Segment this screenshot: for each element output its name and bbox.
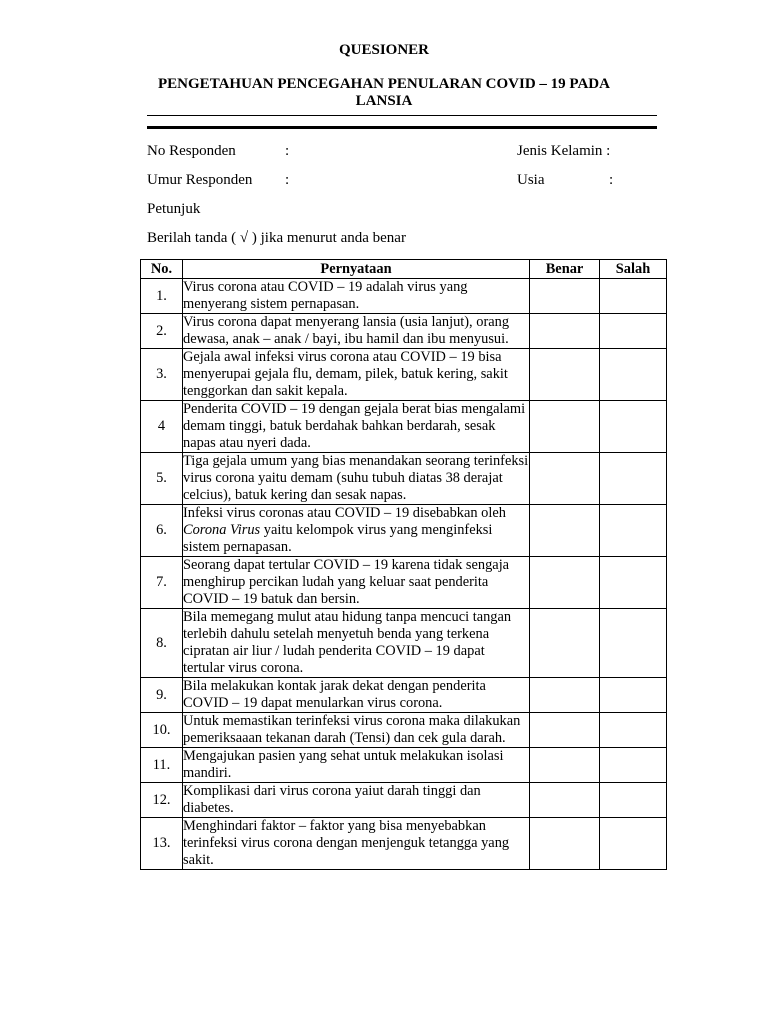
row-number: 11. bbox=[141, 748, 183, 783]
row-number: 6. bbox=[141, 505, 183, 557]
statement-text: Tiga gejala umum yang bias menandakan seorang terinfeksi virus corona yaitu demam (suhu tubuh diatas 38 derajat celcius), batuk kering dan sesak napas. bbox=[183, 453, 529, 503]
header-pernyataan: Pernyataan bbox=[183, 260, 530, 279]
row-number: 5. bbox=[141, 453, 183, 505]
table-row bbox=[141, 314, 667, 349]
instruction-text: Berilah tanda ( √ ) jika menurut anda benar bbox=[147, 230, 406, 246]
table-row bbox=[141, 783, 667, 818]
table-row bbox=[141, 505, 667, 557]
salah-checkbox-cell[interactable] bbox=[600, 748, 667, 783]
statement-text: Komplikasi dari virus corona yaiut darah tinggi dan diabetes. bbox=[183, 783, 530, 818]
table-row bbox=[141, 678, 667, 713]
umur-responden-colon: : bbox=[285, 172, 290, 188]
no-responden-label: No Responden bbox=[147, 143, 236, 159]
salah-checkbox-cell[interactable] bbox=[600, 783, 667, 818]
no-responden-colon: : bbox=[285, 143, 290, 159]
usia-label: Usia bbox=[517, 172, 545, 188]
subtitle-line-1: PENGETAHUAN PENCEGAHAN PENULARAN COVID – 19 PADA bbox=[158, 76, 610, 92]
salah-checkbox-cell[interactable] bbox=[600, 609, 667, 678]
table-row bbox=[141, 713, 667, 748]
statement-text-part: Infeksi virus coronas atau COVID – 19 disebabkan oleh bbox=[183, 505, 506, 521]
divider-thick bbox=[147, 126, 657, 129]
row-number: 7. bbox=[141, 557, 183, 609]
table-row bbox=[141, 453, 667, 505]
table-row bbox=[141, 401, 667, 453]
statement-text: Mengajukan pasien yang sehat untuk melakukan isolasi mandiri. bbox=[183, 748, 530, 783]
salah-checkbox-cell[interactable] bbox=[600, 557, 667, 609]
statement-italic-term: Corona Virus bbox=[183, 522, 261, 538]
benar-checkbox-cell[interactable] bbox=[530, 678, 600, 713]
usia-colon: : bbox=[609, 172, 614, 188]
subtitle-line-2: LANSIA bbox=[355, 93, 413, 109]
table-row bbox=[141, 609, 667, 678]
document-title: QUESIONER bbox=[338, 42, 430, 58]
benar-checkbox-cell[interactable] bbox=[530, 505, 600, 557]
row-number: 1. bbox=[141, 279, 183, 314]
salah-checkbox-cell[interactable] bbox=[600, 505, 667, 557]
benar-checkbox-cell[interactable] bbox=[530, 279, 600, 314]
benar-checkbox-cell[interactable] bbox=[530, 818, 600, 870]
statement-text: Menghindari faktor – faktor yang bisa menyebabkan terinfeksi virus corona dengan menjenguk tetangga yang sakit. bbox=[183, 818, 530, 870]
benar-checkbox-cell[interactable] bbox=[530, 557, 600, 609]
benar-checkbox-cell[interactable] bbox=[530, 453, 600, 505]
row-number: 12. bbox=[141, 783, 183, 818]
benar-checkbox-cell[interactable] bbox=[530, 609, 600, 678]
table-header-row bbox=[141, 260, 667, 279]
statement-text: Virus corona atau COVID – 19 adalah virus yang menyerang sistem pernapasan. bbox=[183, 279, 530, 314]
header-no: No. bbox=[141, 260, 183, 279]
statement-text: Virus corona dapat menyerang lansia (usia lanjut), orang dewasa, anak – anak / bayi, ibu hamil dan ibu menyusui. bbox=[183, 314, 530, 349]
salah-checkbox-cell[interactable] bbox=[600, 678, 667, 713]
divider-thin bbox=[147, 115, 657, 116]
document-subtitle bbox=[0, 76, 768, 110]
statement-text-part: yaitu kelompok virus yang menginfeksi sistem pernapasan. bbox=[183, 522, 493, 555]
row-number: 8. bbox=[141, 609, 183, 678]
statement-text bbox=[183, 505, 530, 557]
table-row bbox=[141, 279, 667, 314]
benar-checkbox-cell[interactable] bbox=[530, 314, 600, 349]
salah-checkbox-cell[interactable] bbox=[600, 713, 667, 748]
statement-text: Bila memegang mulut atau hidung tanpa mencuci tangan terlebih dahulu setelah menyetuh benda yang terkena cipratan air liur / ludah penderita COVID – 19 dapat tertular virus corona. bbox=[183, 609, 530, 678]
salah-checkbox-cell[interactable] bbox=[600, 818, 667, 870]
salah-checkbox-cell[interactable] bbox=[600, 349, 667, 401]
header-benar: Benar bbox=[530, 260, 600, 279]
table-row bbox=[141, 818, 667, 870]
row-number: 13. bbox=[141, 818, 183, 870]
benar-checkbox-cell[interactable] bbox=[530, 783, 600, 818]
umur-responden-label: Umur Responden bbox=[147, 172, 253, 188]
row-number: 4 bbox=[141, 401, 183, 453]
questionnaire-table bbox=[140, 259, 667, 870]
jenis-kelamin-label: Jenis Kelamin : bbox=[517, 143, 611, 159]
salah-checkbox-cell[interactable] bbox=[600, 453, 667, 505]
statement-text: Seorang dapat tertular COVID – 19 karena tidak sengaja menghirup percikan ludah yang keluar saat penderita COVID – 19 batuk dan bersin. bbox=[183, 557, 530, 609]
table-row bbox=[141, 748, 667, 783]
row-number: 3. bbox=[141, 349, 183, 401]
benar-checkbox-cell[interactable] bbox=[530, 401, 600, 453]
petunjuk-heading: Petunjuk bbox=[147, 201, 201, 217]
statement-text: Penderita COVID – 19 dengan gejala berat bias mengalami demam tinggi, batuk berdahak bahkan berdarah, sesak napas atau nyeri dada. bbox=[183, 401, 530, 453]
table-row bbox=[141, 557, 667, 609]
statement-text: Untuk memastikan terinfeksi virus corona maka dilakukan pemeriksaaan tekanan darah (Tensi) dan cek gula darah. bbox=[183, 713, 530, 748]
header-salah: Salah bbox=[600, 260, 667, 279]
benar-checkbox-cell[interactable] bbox=[530, 349, 600, 401]
salah-checkbox-cell[interactable] bbox=[600, 401, 667, 453]
statement-text: Gejala awal infeksi virus corona atau COVID – 19 bisa menyerupai gejala flu, demam, pilek, batuk kering, sakit tenggorkan dan sakit kepala. bbox=[183, 349, 530, 401]
benar-checkbox-cell[interactable] bbox=[530, 713, 600, 748]
row-number: 10. bbox=[141, 713, 183, 748]
row-number: 9. bbox=[141, 678, 183, 713]
salah-checkbox-cell[interactable] bbox=[600, 279, 667, 314]
row-number: 2. bbox=[141, 314, 183, 349]
statement-text: Bila melakukan kontak jarak dekat dengan penderita COVID – 19 dapat menularkan virus corona. bbox=[183, 678, 530, 713]
table-row bbox=[141, 349, 667, 401]
benar-checkbox-cell[interactable] bbox=[530, 748, 600, 783]
salah-checkbox-cell[interactable] bbox=[600, 314, 667, 349]
